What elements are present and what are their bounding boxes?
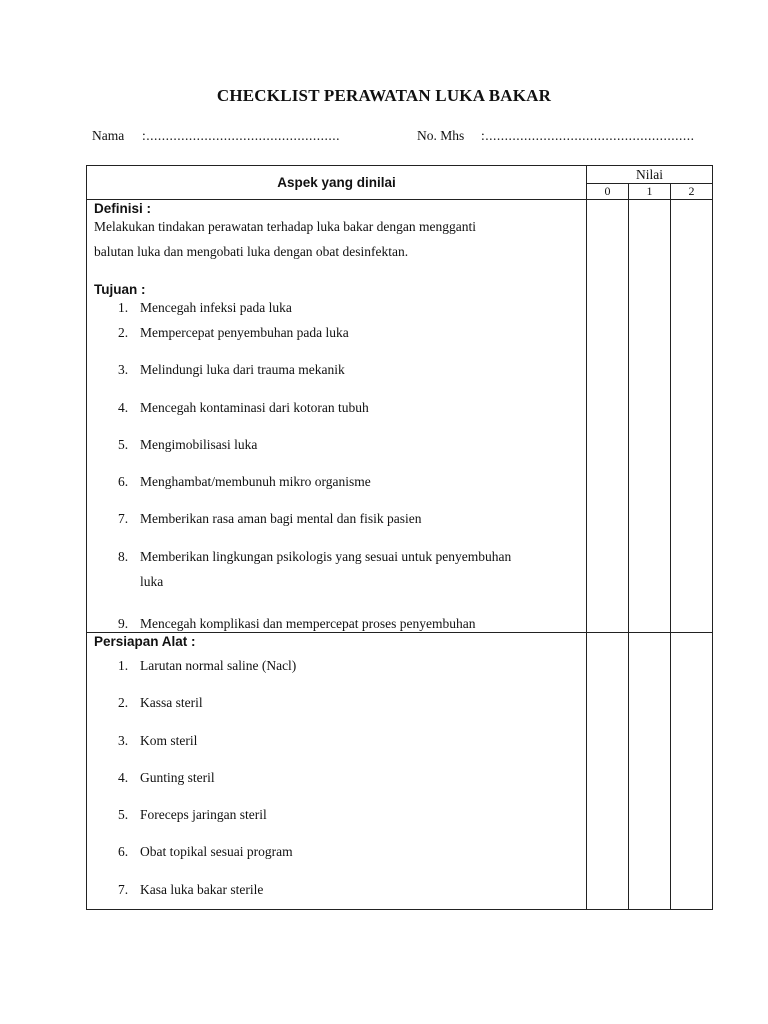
checklist-table xyxy=(86,165,713,910)
nama-input-line[interactable]: :.................................................. xyxy=(142,128,341,143)
nilai-header: Nilai xyxy=(587,166,713,184)
definisi-line-1: Melakukan tindakan perawatan terhadap luka bakar dengan mengganti xyxy=(94,219,476,234)
definisi-tujuan-cell xyxy=(87,200,587,633)
tujuan-item: 1. Mencegah infeksi pada luka xyxy=(118,300,292,315)
nomhs-input-line[interactable]: :...................................................... xyxy=(481,128,695,143)
persiapan-heading: Persiapan Alat : xyxy=(94,634,196,649)
tujuan-heading: Tujuan : xyxy=(94,282,146,297)
section-persiapan-alat xyxy=(87,633,713,910)
score-cell-0[interactable] xyxy=(587,200,629,633)
score-cell-1[interactable] xyxy=(629,633,671,910)
score-cell-2[interactable] xyxy=(671,200,713,633)
score-header-0: 0 xyxy=(587,184,629,200)
tujuan-item: 6. Menghambat/membunuh mikro organisme xyxy=(118,474,371,489)
definisi-line-2: balutan luka dan mengobati luka dengan obat desinfektan. xyxy=(94,244,409,259)
score-cell-0[interactable] xyxy=(587,633,629,910)
persiapan-item: 5. Foreceps jaringan steril xyxy=(118,807,267,822)
tujuan-item: 4. Mencegah kontaminasi dari kotoran tubuh xyxy=(118,400,369,415)
persiapan-item: 4. Gunting steril xyxy=(118,770,215,785)
persiapan-item: 3. Kom steril xyxy=(118,733,198,748)
nomhs-label: No. Mhs xyxy=(417,128,465,143)
nomhs-field xyxy=(417,128,695,144)
tujuan-item: 7. Memberikan rasa aman bagi mental dan fisik pasien xyxy=(118,511,422,526)
aspek-header: Aspek yang dinilai xyxy=(87,166,587,200)
persiapan-item: 7. Kasa luka bakar sterile xyxy=(118,882,264,897)
persiapan-item: 1. Larutan normal saline (Nacl) xyxy=(118,658,297,673)
persiapan-item: 2. Kassa steril xyxy=(118,695,203,710)
document-title: CHECKLIST PERAWATAN LUKA BAKAR xyxy=(216,86,552,105)
score-cell-1[interactable] xyxy=(629,200,671,633)
tujuan-item: 8. Memberikan lingkungan psikologis yang sesuai untuk penyembuhan xyxy=(118,549,512,564)
nama-label: Nama xyxy=(92,128,125,143)
persiapan-item: 6. Obat topikal sesuai program xyxy=(118,844,293,859)
tujuan-item: 5. Mengimobilisasi luka xyxy=(118,437,258,452)
tujuan-item: 3. Melindungi luka dari trauma mekanik xyxy=(118,362,345,377)
persiapan-cell xyxy=(87,633,587,910)
tujuan-item-continuation: luka xyxy=(140,574,164,589)
nama-field xyxy=(92,128,340,144)
definisi-heading: Definisi : xyxy=(94,201,152,216)
section-definisi-tujuan xyxy=(87,200,713,633)
score-header-2: 2 xyxy=(671,184,713,200)
score-header-1: 1 xyxy=(629,184,671,200)
score-cell-2[interactable] xyxy=(671,633,713,910)
tujuan-item: 2. Mempercepat penyembuhan pada luka xyxy=(118,325,349,340)
tujuan-item: 9. Mencegah komplikasi dan mempercepat proses penyembuhan xyxy=(118,616,476,631)
